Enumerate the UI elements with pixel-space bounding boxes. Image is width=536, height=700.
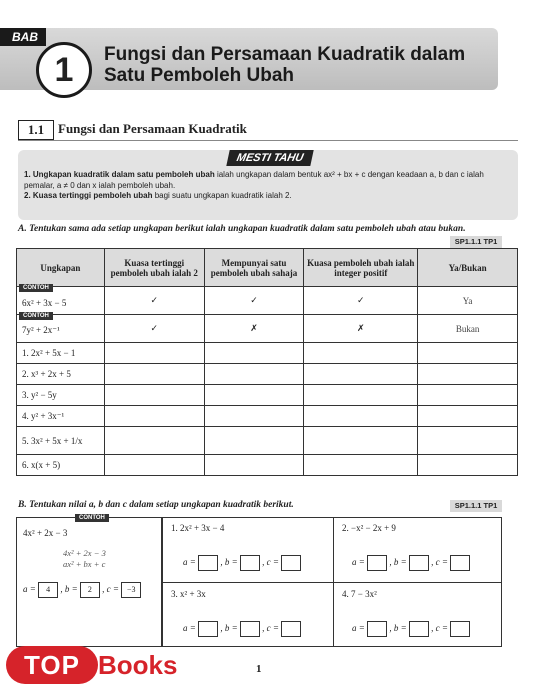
table-row	[17, 385, 518, 406]
header-ungkapan: Ungkapan	[17, 249, 105, 287]
example-panel	[17, 515, 162, 646]
abc-row: a = , b = , c =	[183, 621, 301, 637]
a-input[interactable]	[367, 621, 387, 637]
table-row	[17, 455, 518, 476]
answer-cell[interactable]	[104, 427, 204, 455]
table-header-row	[17, 249, 518, 287]
example-cross: ✗	[204, 315, 304, 343]
row-expression: 2. x³ + 2x + 5	[17, 364, 105, 385]
answer-cell[interactable]	[418, 385, 518, 406]
header-integer-positif: Kuasa pemboleh ubah ialah integer positif	[304, 249, 418, 287]
answer-cell[interactable]	[104, 385, 204, 406]
example-answer: Bukan	[418, 315, 518, 343]
question-b-item-4	[333, 582, 502, 646]
row-expression: 6. x(x + 5)	[17, 455, 105, 476]
table-row	[17, 427, 518, 455]
header-satu-pemboleh-ubah: Mempunyai satu pemboleh ubah sahaja	[204, 249, 304, 287]
table-row-example	[17, 315, 518, 343]
answer-cell[interactable]	[204, 364, 304, 385]
mesti-tahu-list	[24, 170, 512, 202]
answer-cell[interactable]	[104, 455, 204, 476]
contoh-badge: CONTOH	[75, 514, 109, 522]
answer-cell[interactable]	[104, 343, 204, 364]
table-row-example	[17, 287, 518, 315]
bab-label: BAB	[0, 28, 46, 46]
chapter-number: 1	[36, 42, 92, 98]
b-input[interactable]	[240, 555, 260, 571]
question-a-tag: SP1.1.1 TP1	[450, 236, 502, 248]
answer-cell[interactable]	[304, 427, 418, 455]
example-a-box: 4	[38, 582, 58, 598]
answer-cell[interactable]	[418, 427, 518, 455]
answer-cell[interactable]	[304, 364, 418, 385]
a-input[interactable]	[367, 555, 387, 571]
header-kuasa-tertinggi: Kuasa tertinggi pemboleh ubah ialah 2	[104, 249, 204, 287]
abc-row: a = , b = , c =	[352, 555, 470, 571]
question-b-tag: SP1.1.1 TP1	[450, 500, 502, 512]
question-b-grid	[16, 517, 502, 647]
example-answer: Ya	[418, 287, 518, 315]
answer-cell[interactable]	[204, 455, 304, 476]
abc-row: a = , b = , c =	[352, 621, 470, 637]
c-input[interactable]	[450, 621, 470, 637]
a-input[interactable]	[198, 621, 218, 637]
answer-cell[interactable]	[204, 385, 304, 406]
example-working-line: ax² + bx + c	[63, 559, 106, 569]
item-expression: 2. −x² − 2x + 9	[342, 523, 396, 533]
answer-cell[interactable]	[204, 406, 304, 427]
answer-cell[interactable]	[104, 364, 204, 385]
example-expression: CONTOH 7y² + 2x⁻¹	[17, 315, 105, 343]
table-row	[17, 343, 518, 364]
example-abc-row: a = 4 , b = 2 , c = −3	[23, 582, 141, 598]
answer-cell[interactable]	[418, 455, 518, 476]
question-b-item-2	[333, 517, 502, 582]
example-working-line: 4x² + 2x − 3	[63, 548, 106, 558]
page-number: 1	[256, 663, 262, 675]
question-b-item-1	[162, 517, 333, 582]
section-title: Fungsi dan Persamaan Kuadratik	[58, 121, 247, 136]
logo-books-text: Books	[98, 650, 178, 680]
header-ya-bukan: Ya/Bukan	[418, 249, 518, 287]
example-working	[63, 548, 106, 570]
section-number: 1.1	[18, 120, 54, 140]
example-check: ✓	[104, 287, 204, 315]
question-a-label: A. Tentukan sama ada setiap ungkapan berikut ialah ungkapan kuadratik dalam satu pemboleh ubah atau bukan.	[18, 224, 466, 234]
answer-cell[interactable]	[418, 343, 518, 364]
example-c-box: −3	[121, 582, 141, 598]
b-input[interactable]	[240, 621, 260, 637]
example-b-box: 2	[80, 582, 100, 598]
row-expression: 5. 3x² + 5x + 1/x	[17, 427, 105, 455]
example-check: ✓	[104, 315, 204, 343]
mesti-tahu-heading: MESTI TAHU	[226, 150, 313, 166]
row-expression: 4. y² + 3x⁻¹	[17, 406, 105, 427]
table-row	[17, 364, 518, 385]
section-divider	[18, 140, 518, 141]
c-input[interactable]	[281, 621, 301, 637]
c-input[interactable]	[281, 555, 301, 571]
b-input[interactable]	[409, 555, 429, 571]
answer-cell[interactable]	[304, 406, 418, 427]
item-expression: 4. 7 − 3x²	[342, 589, 377, 599]
answer-cell[interactable]	[418, 364, 518, 385]
example-expression: 4x² + 2x − 3	[23, 528, 68, 538]
abc-row: a = , b = , c =	[183, 555, 301, 571]
table-row	[17, 406, 518, 427]
example-check: ✓	[304, 287, 418, 315]
item-expression: 1. 2x² + 3x − 4	[171, 523, 225, 533]
logo-top-text: TOP	[6, 646, 98, 684]
chapter-title: Fungsi dan Persamaan Kuadratik dalam Satu Pemboleh Ubah	[104, 44, 466, 86]
a-input[interactable]	[198, 555, 218, 571]
example-check: ✓	[204, 287, 304, 315]
topbooks-logo	[6, 646, 188, 684]
answer-cell[interactable]	[204, 343, 304, 364]
c-input[interactable]	[450, 555, 470, 571]
answer-cell[interactable]	[204, 427, 304, 455]
answer-cell[interactable]	[304, 385, 418, 406]
mesti-tahu-item-2: 2. Kuasa tertinggi pemboleh ubah bagi suatu ungkapan kuadratik ialah 2.	[24, 191, 292, 200]
question-b-item-3	[162, 582, 333, 646]
mesti-tahu-item-1: 1. Ungkapan kuadratik dalam satu pemboleh ubah ialah ungkapan dalam bentuk ax² + bx + c dengan keadaan a, b dan c ialah pemalar, a ≠ 0 dan x ialah pemboleh ubah.	[24, 170, 484, 190]
item-expression: 3. x² + 3x	[171, 589, 206, 599]
answer-cell[interactable]	[304, 455, 418, 476]
example-cross: ✗	[304, 315, 418, 343]
answer-cell[interactable]	[418, 406, 518, 427]
answer-cell[interactable]	[104, 406, 204, 427]
question-b-label: B. Tentukan nilai a, b dan c dalam setiap ungkapan kuadratik berikut.	[18, 500, 294, 510]
example-expression: CONTOH 6x² + 3x − 5	[17, 287, 105, 315]
b-input[interactable]	[409, 621, 429, 637]
row-expression: 3. y² − 5y	[17, 385, 105, 406]
row-expression: 1. 2x² + 5x − 1	[17, 343, 105, 364]
answer-cell[interactable]	[304, 343, 418, 364]
question-a-table	[16, 248, 518, 476]
